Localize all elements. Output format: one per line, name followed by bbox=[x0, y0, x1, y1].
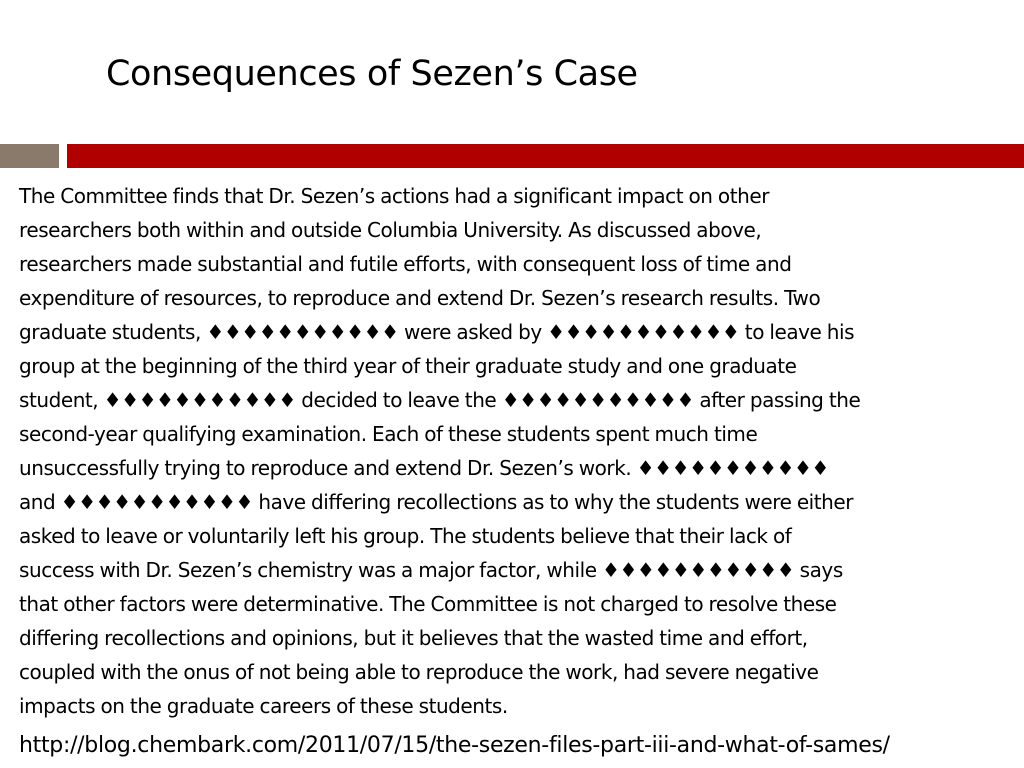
body-paragraph: The Committee finds that Dr. Sezen’s actions had a significant impact on other researchers both within and outside Columbia University. As discussed above, researchers made substantial and futile efforts, with consequent loss of time and expenditure of resources, to reproduce and extend Dr. Sezen’s research results. Two graduate students, ♦♦♦♦♦♦♦♦♦♦♦ were asked by ♦♦♦♦♦♦♦♦♦♦♦ to leave his group at the beginning of the third year of their graduate study and one graduate student, ♦♦♦♦♦♦♦♦♦♦♦ decided to leave the ♦♦♦♦♦♦♦♦♦♦♦ after passing the second-year qualifying examination. Each of these students spent much time unsuccessfully trying to reproduce and extend Dr. Sezen’s work. ♦♦♦♦♦♦♦♦♦♦♦ and ♦♦♦♦♦♦♦♦♦♦♦ have differing recollections as to why the students were either asked to leave or voluntarily left his group. The students believe that their lack of success with Dr. Sezen’s chemistry was a major factor, while ♦♦♦♦♦♦♦♦♦♦♦ says that other factors were determinative. The Committee is not charged to resolve these differing recollections and opinions, but it believes that the wasted time and effort, coupled with the onus of not being able to reproduce the work, had severe negative impacts on the graduate careers of these students. bbox=[19, 184, 861, 718]
accent-bar-gray bbox=[0, 144, 59, 168]
accent-bar-red bbox=[67, 144, 1024, 168]
source-url-link[interactable]: http://blog.chembark.com/2011/07/15/the-sezen-files-part-iii-and-what-of-sames/ bbox=[19, 733, 890, 758]
slide-title: Consequences of Sezen’s Case bbox=[106, 54, 638, 94]
